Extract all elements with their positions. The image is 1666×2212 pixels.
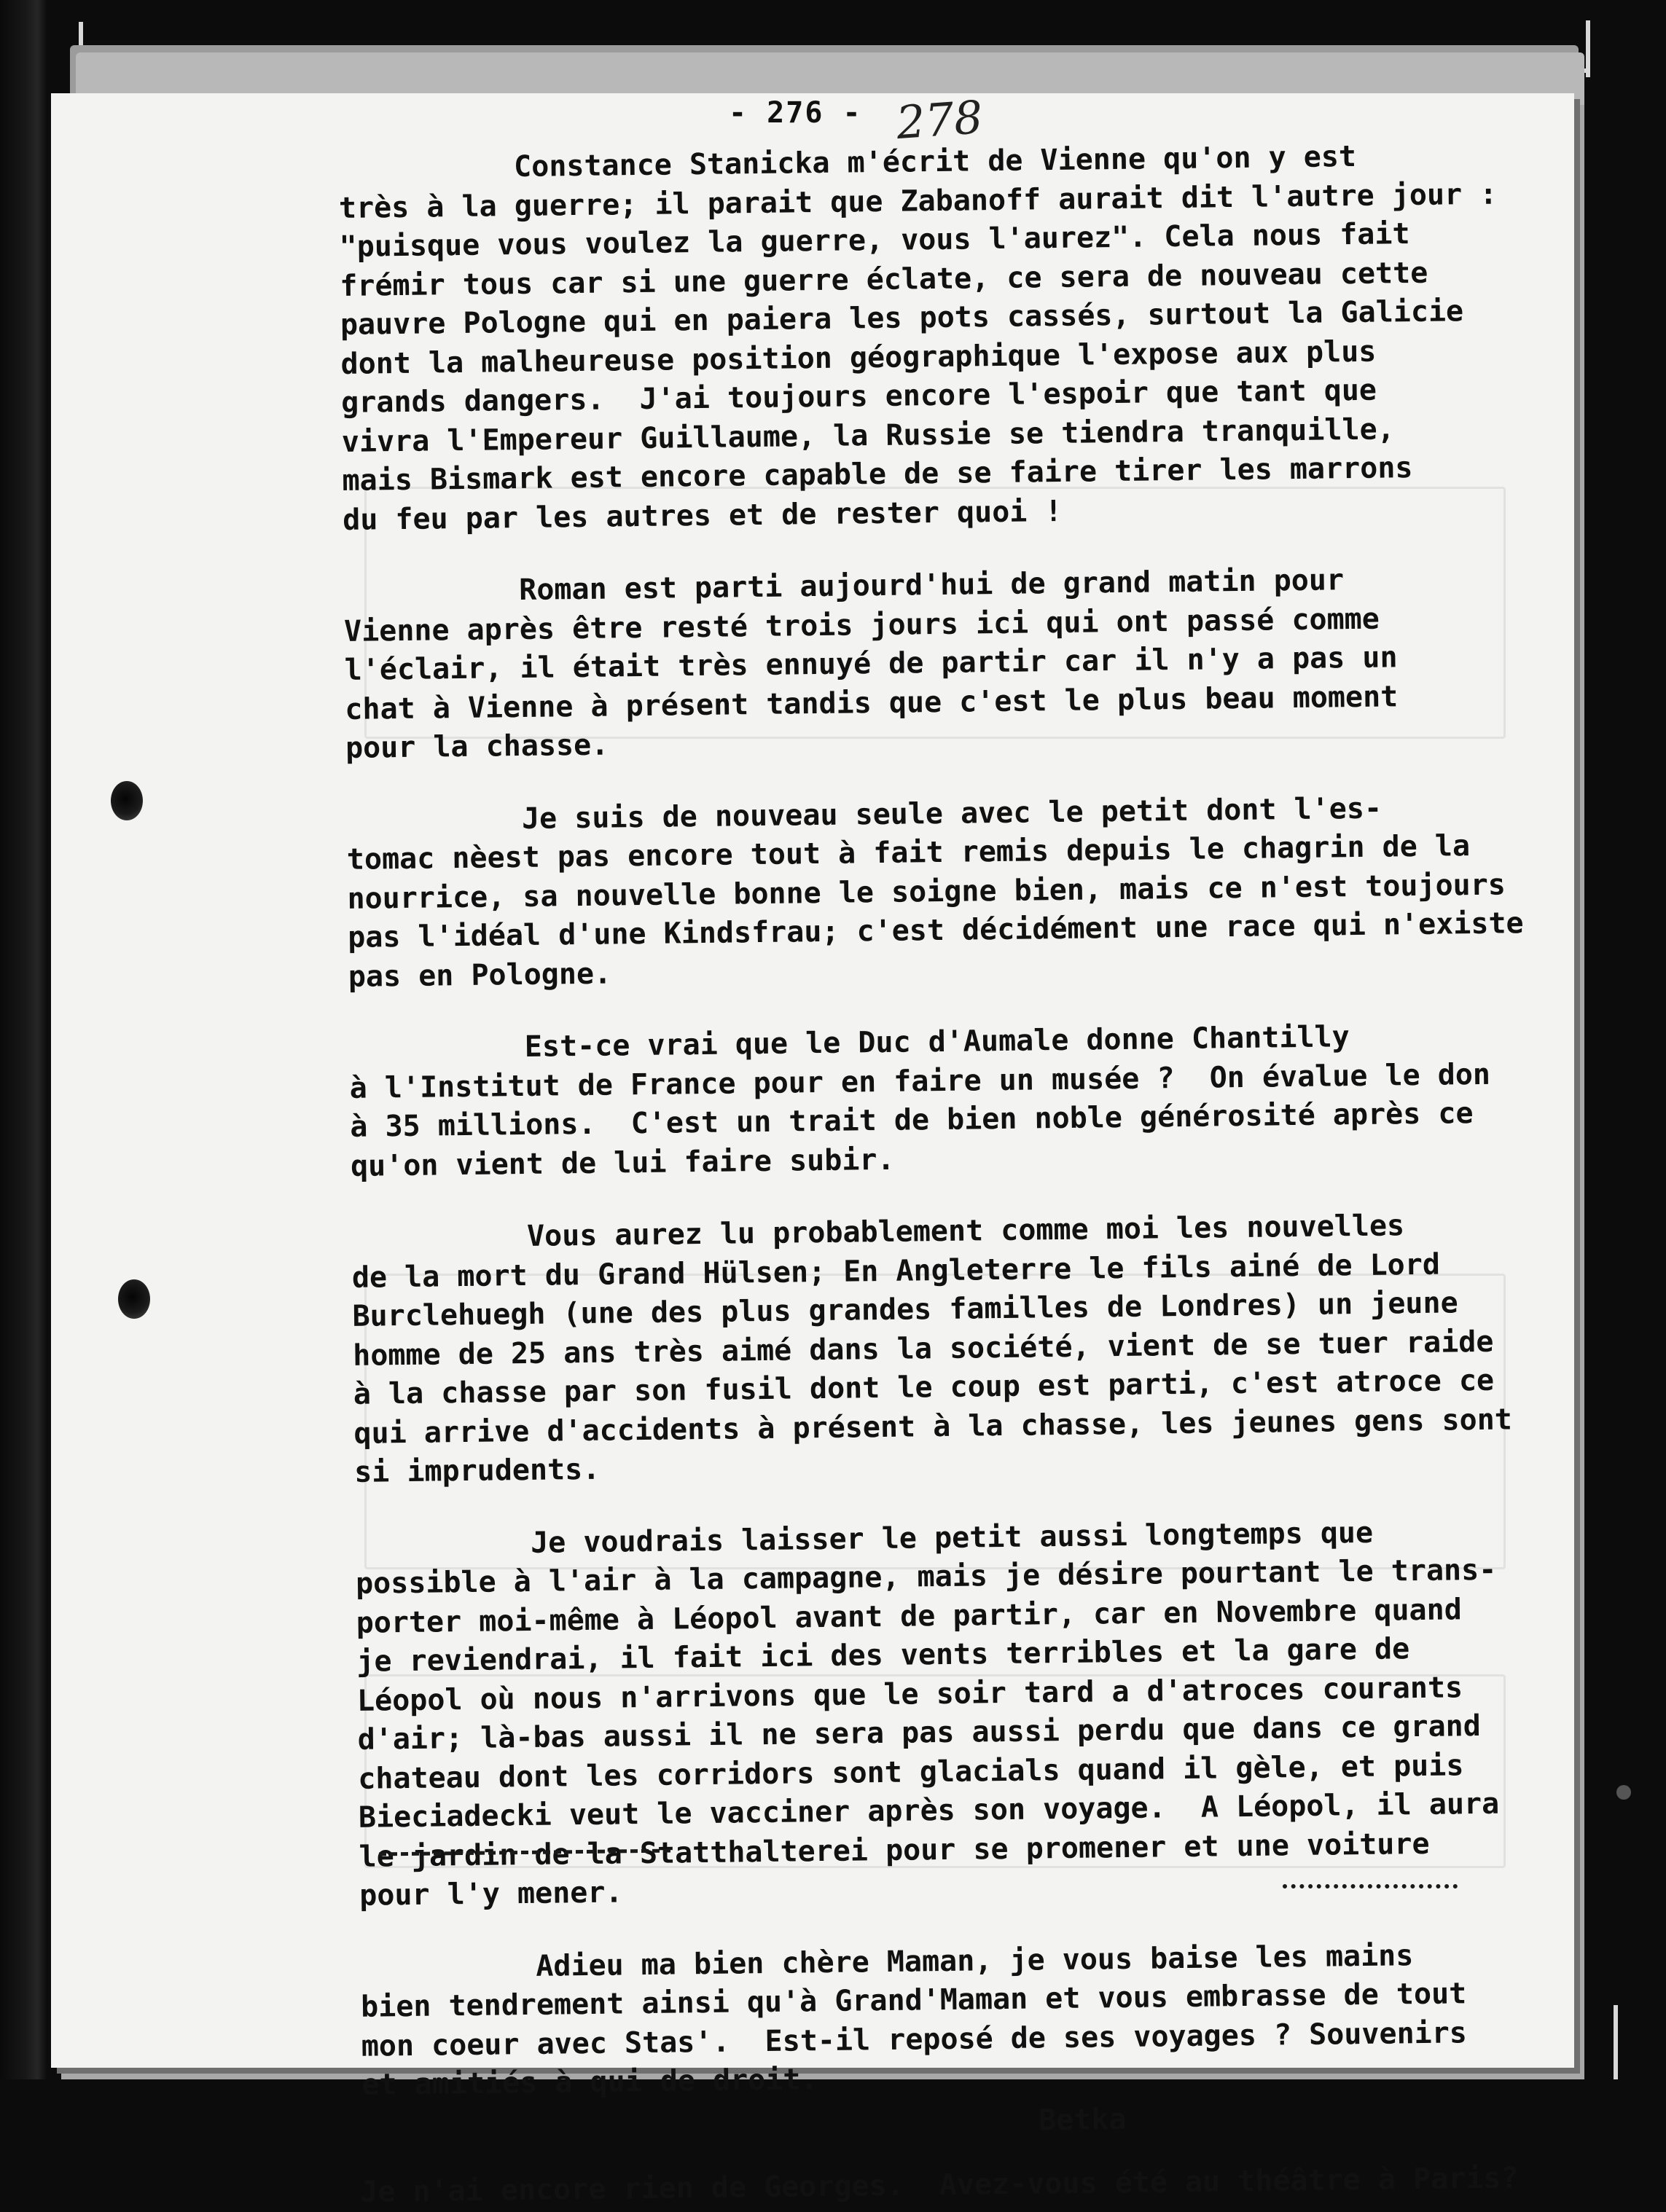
dotted-rule bbox=[1283, 1884, 1458, 1889]
paragraph bbox=[351, 1204, 1608, 1492]
text-line: à la chasse par son fusil dont le coup est parti, c'est atroce ce bbox=[353, 1363, 1495, 1411]
text-line: à l'Institut de France pour en faire un musée ? On évalue le don bbox=[349, 1057, 1491, 1105]
text-line: Bieciadecki veut le vacciner après son voyage. A Léopol, il aura bbox=[358, 1787, 1500, 1835]
text-line: Adieu ma bien chère Maman, je vous baise les mains bbox=[360, 1938, 1414, 1985]
text-line: grands dangers. J'ai toujours encore l'espoir que tant que bbox=[340, 373, 1377, 420]
text-line: pour l'y mener. bbox=[359, 1875, 623, 1913]
text-line: chateau dont les corridors sont glacials quand il gèle, et puis bbox=[358, 1748, 1464, 1796]
text-line: homme de 25 ans très aimé dans la société, vient de se tuer raide bbox=[352, 1325, 1494, 1373]
text-line: vivra l'Empereur Guillaume, la Russie se tiendra tranquille, bbox=[341, 412, 1395, 459]
paragraph bbox=[360, 1934, 1615, 2105]
text-line: mais Bismark est encore capable de se faire tirer les marrons bbox=[342, 451, 1413, 498]
text-line: nourrice, sa nouvelle bonne le soigne bien, mais ce n'est toujours bbox=[347, 868, 1506, 916]
letter-body bbox=[338, 135, 1616, 2212]
text-line: d'air; là-bas aussi il ne sera pas aussi perdu que dans ce grand bbox=[357, 1709, 1482, 1757]
text-line: Je voudrais laisser le petit aussi longtemps que bbox=[355, 1515, 1374, 1562]
text-line: dont la malheureuse position géographique l'expose aux plus bbox=[340, 334, 1377, 381]
paragraph bbox=[343, 558, 1599, 768]
text-line: pauvre Pologne qui en paiera les pots cassés, surtout la Galicie bbox=[340, 294, 1464, 342]
binder-edge bbox=[0, 0, 47, 2079]
text-line: si imprudents. bbox=[353, 1452, 601, 1489]
text-line: je reviendrai, il fait ici des vents terribles et la gare de bbox=[356, 1632, 1410, 1679]
text-line: Constance Stanicka m'écrit de Vienne qu'on y est bbox=[338, 139, 1357, 186]
text-line: qui arrive d'accidents à présent à la chasse, les jeunes gens sont bbox=[353, 1402, 1513, 1451]
text-line: qu'on vient de lui faire subir. bbox=[350, 1142, 895, 1183]
text-line: tomac nèest pas encore tout à fait remis depuis le chagrin de la bbox=[346, 829, 1471, 876]
text-line: bien tendrement ainsi qu'à Grand'Maman et vous embrasse de tout bbox=[360, 1977, 1467, 2024]
text-line: pas l'idéal d'une Kindsfrau; c'est décidément une race qui n'existe bbox=[347, 906, 1524, 954]
paragraph bbox=[346, 786, 1602, 996]
page-number: - 276 - bbox=[729, 96, 862, 130]
paragraph bbox=[338, 135, 1596, 540]
signature: Betka bbox=[1038, 2102, 1127, 2137]
postscript: Je n'ai encore rien de Georges. Avez-vous été au théâtre à Paris? bbox=[359, 2161, 1519, 2209]
text-line: mon coeur avec Stas'. Est-il reposé de ses voyages ? Souvenirs bbox=[361, 2015, 1468, 2063]
handwritten-page-number: 278 bbox=[894, 90, 985, 150]
text-line: l'éclair, il était très ennuyé de partir car il n'y a pas un bbox=[344, 640, 1398, 687]
punch-hole-lower bbox=[118, 1279, 150, 1319]
text-line: très à la guerre; il parait que Zabanoff aurait dit l'autre jour : bbox=[338, 177, 1498, 225]
text-line: pas en Pologne. bbox=[348, 957, 612, 994]
text-line: possible à l'air à la campagne, mais je désire pourtant le trans- bbox=[355, 1553, 1497, 1601]
text-line: Vienne après être resté trois jours ici qui ont passé comme bbox=[343, 602, 1380, 648]
text-line: porter moi-même à Léopol avant de partir, car en Novembre quand bbox=[356, 1592, 1463, 1640]
text-line: le jardin de la Statthalterei pour se promener et une voiture bbox=[359, 1827, 1430, 1874]
text-line: chat à Vienne à présent tandis que c'est le plus beau moment bbox=[345, 679, 1399, 726]
text-line: pour la chasse. bbox=[345, 728, 609, 765]
text-line: Vous aurez lu probablement comme moi les nouvelles bbox=[351, 1209, 1405, 1255]
text-line: Est-ce vrai que le Duc d'Aumale donne Chantilly bbox=[348, 1020, 1350, 1066]
text-line: frémir tous car si une guerre éclate, ce sera de nouveau cette bbox=[339, 256, 1428, 303]
text-line: et amitiés à qui de droit. bbox=[361, 2063, 818, 2102]
punch-hole-upper bbox=[111, 781, 143, 820]
text-line: du feu par les autres et de rester quoi ! bbox=[342, 494, 1063, 537]
text-line: Léopol où nous n'arrivons que le soir tard a d'atroces courants bbox=[356, 1670, 1463, 1718]
paragraph bbox=[355, 1510, 1613, 1915]
text-line: Roman est parti aujourd'hui de grand matin pour bbox=[343, 563, 1345, 609]
text-line: Burclehuegh (une des plus grandes familles de Londres) un jeune bbox=[352, 1286, 1458, 1333]
text-line: de la mort du Grand Hülsen; En Angleterre le fils ainé de Lord bbox=[351, 1247, 1441, 1295]
ink-spot bbox=[1616, 1785, 1631, 1800]
paragraph bbox=[349, 1015, 1604, 1186]
text-line: "puisque vous voulez la guerre, vous l'aurez". Cela nous fait bbox=[339, 217, 1410, 264]
text-line: Je suis de nouveau seule avec le petit dont l'es- bbox=[345, 791, 1383, 838]
text-line: à 35 millions. C'est un trait de bien noble générosité après ce bbox=[350, 1097, 1474, 1144]
